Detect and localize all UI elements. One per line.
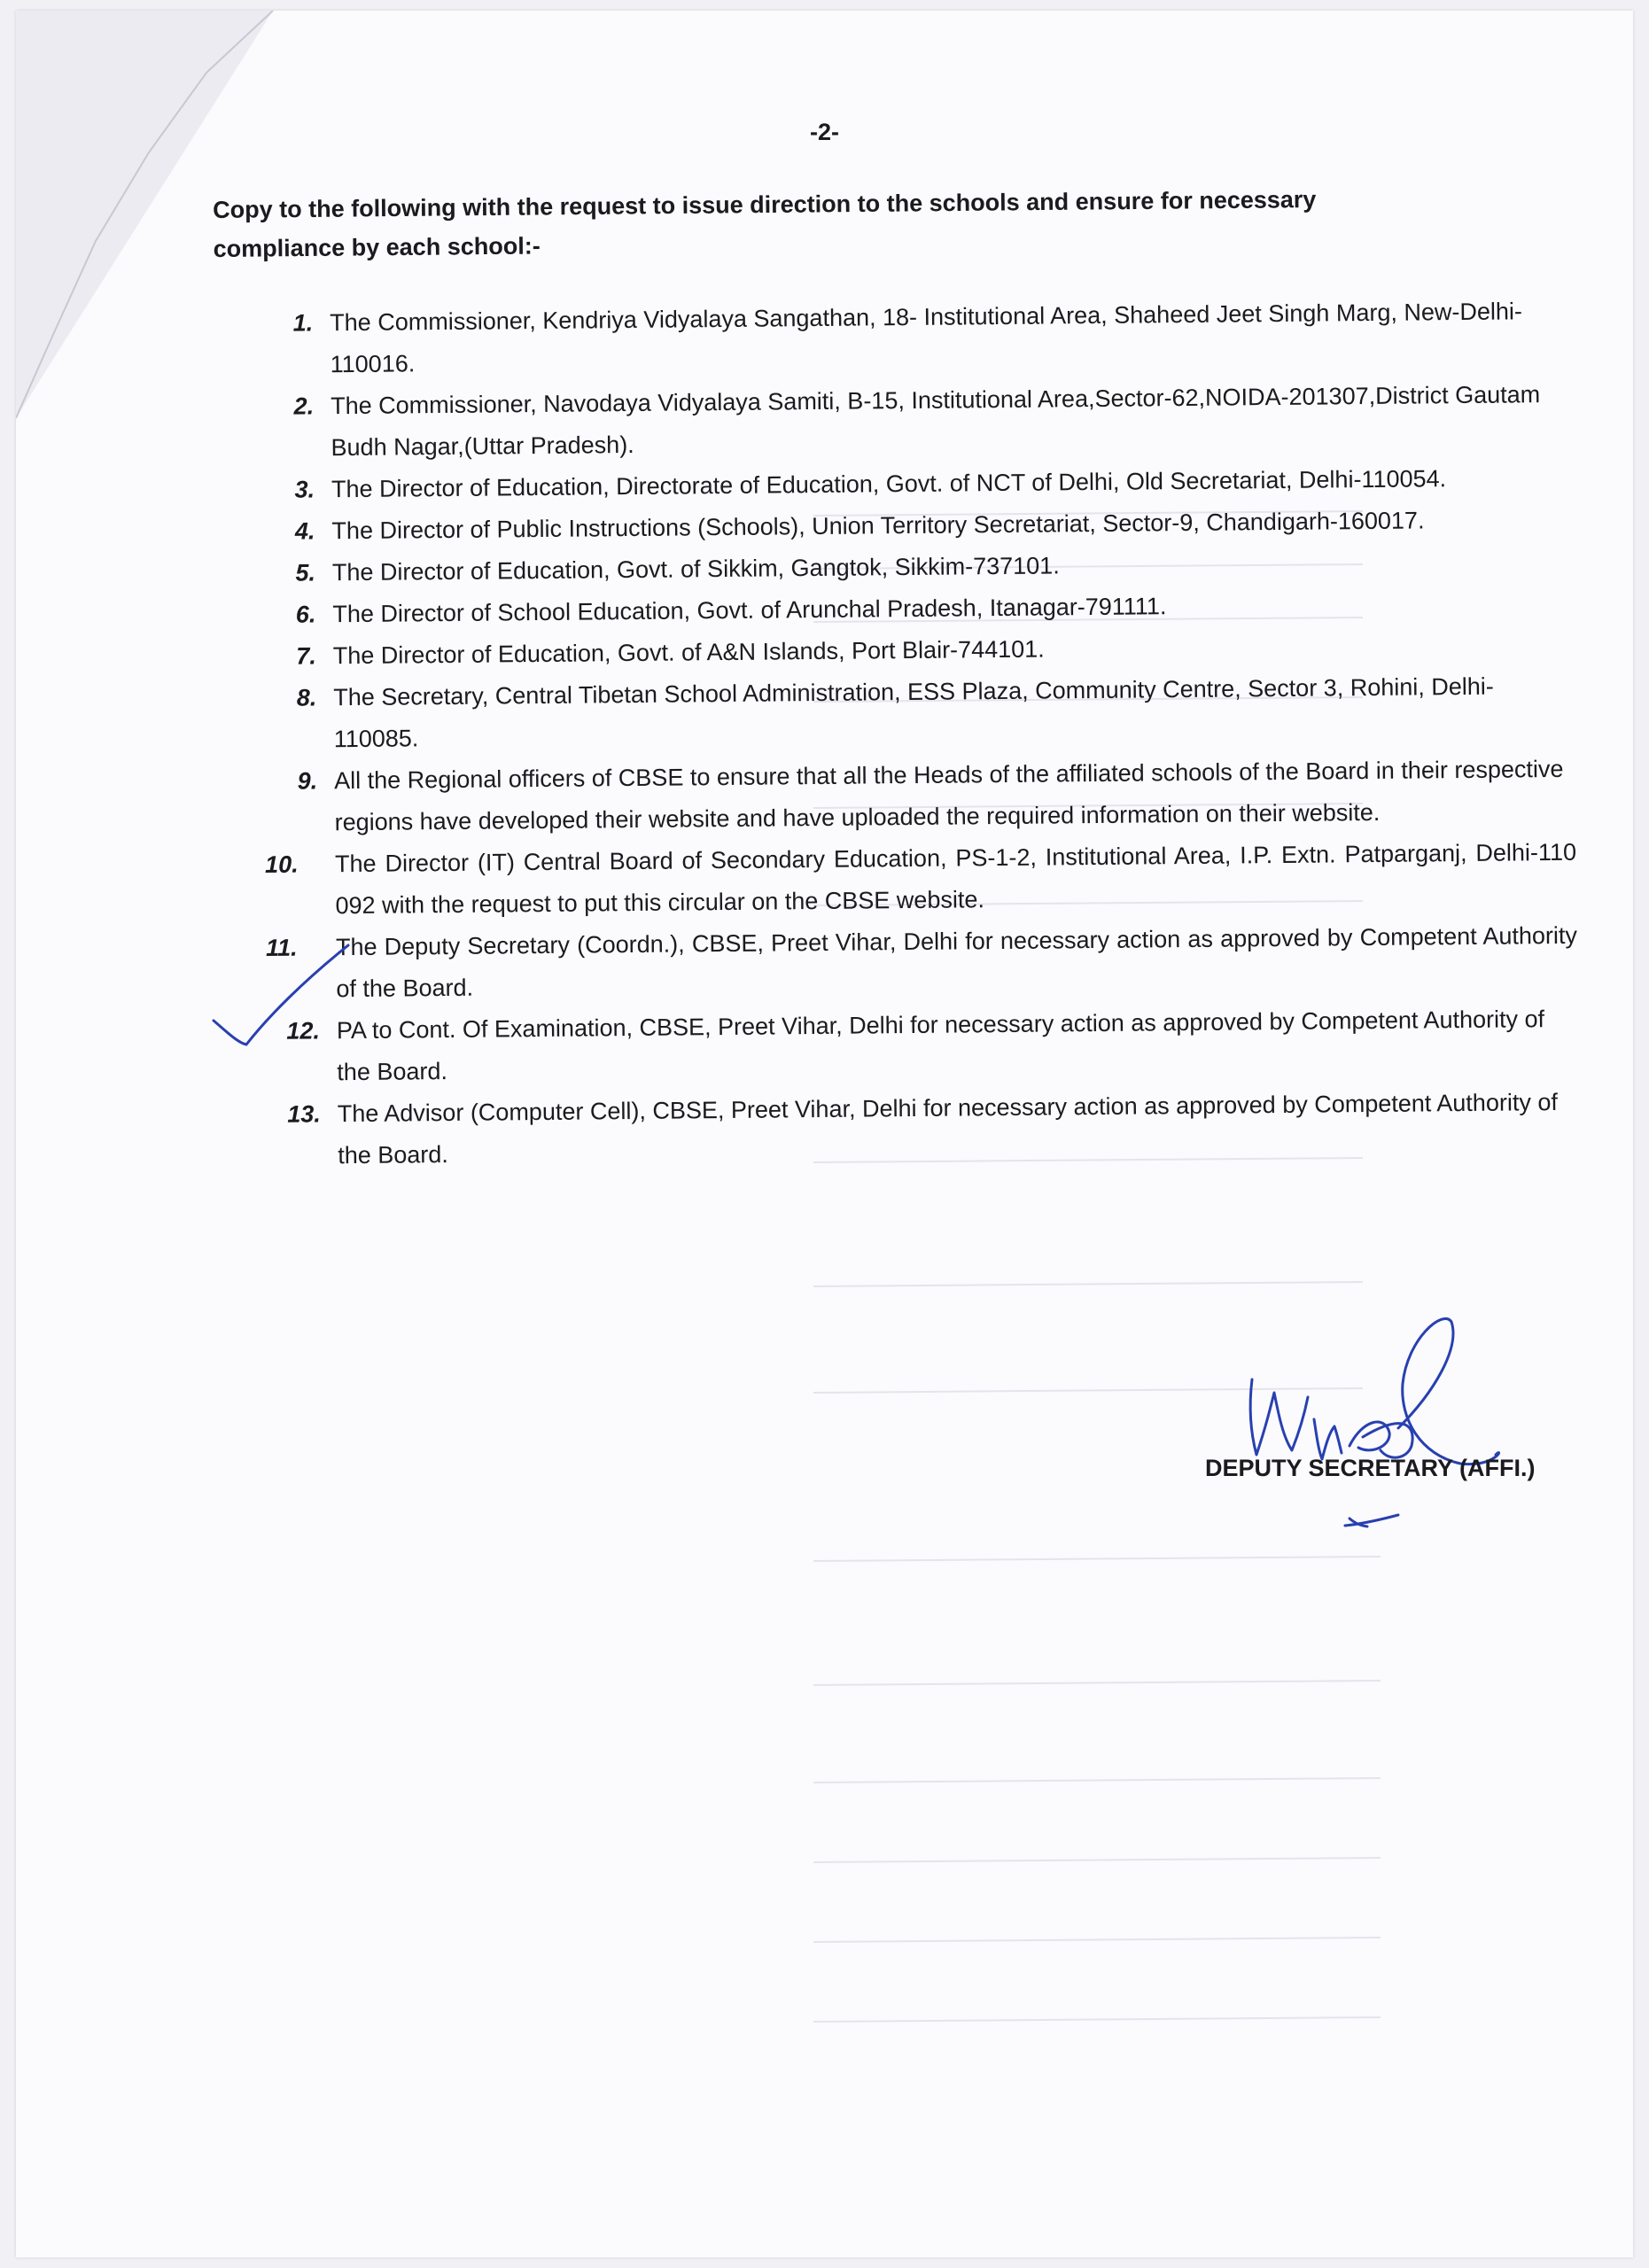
item-number: 6. — [295, 601, 316, 628]
list-item — [266, 915, 1578, 1011]
item-number: 4. — [294, 517, 315, 545]
item-text: The Director of Education, Govt. of A&N Islands, Port Blair-744101. — [332, 635, 1045, 670]
page-number: -2- — [810, 119, 839, 145]
item-text: The Commissioner, Kendriya Vidyalaya Sangathan, 18- Institutional Area, Shaheed Jeet Singh Marg, New-Delhi-110016. — [330, 298, 1523, 378]
item-text: The Advisor (Computer Cell), CBSE, Preet Vihar, Delhi for necessary action as approved by Competent Authority of the Board. — [337, 1088, 1559, 1169]
item-number: 3. — [294, 476, 315, 503]
item-text: The Director (IT) Central Board of Secondary Education, PS-1-2, Institutional Area, I.P. Extn. Patparganj, Delhi-110 092 with the request to put this circular on the CBSE website. — [334, 838, 1577, 920]
handwritten-check-mark — [206, 928, 357, 1060]
recipient-list — [260, 291, 1579, 1177]
item-number: 9. — [297, 767, 318, 795]
list-item — [263, 665, 1575, 761]
distribution-intro: Copy to the following with the request to issue direction to the schools and ensure for necessary compliance by each school:- — [213, 186, 1317, 262]
item-text: The Director of Education, Govt. of Sikkim, Gangtok, Sikkim-737101. — [331, 552, 1060, 586]
item-text: The Director of Education, Directorate of Education, Govt. of NCT of Delhi, Old Secretariat, Delhi-110054. — [331, 465, 1447, 503]
item-text: All the Regional officers of CBSE to ensure that all the Heads of the affiliated schools of the Board in their respective regions have developed their website and have uploaded the required information on their website. — [334, 755, 1564, 836]
list-item — [264, 749, 1576, 844]
item-number: 2. — [293, 392, 315, 420]
item-number: 8. — [296, 684, 317, 711]
item-number: 11. — [265, 934, 298, 961]
list-item — [261, 374, 1573, 470]
item-number: 1. — [292, 309, 314, 337]
document-page — [16, 11, 1633, 2257]
item-text: The Director of Public Instructions (Schools), Union Territory Secretariat, Sector-9, Chandigarh-160017. — [331, 507, 1425, 545]
item-text: The Deputy Secretary (Coordn.), CBSE, Preet Vihar, Delhi for necessary action as approved by Competent Authority of the Board. — [335, 921, 1578, 1003]
list-item — [267, 998, 1579, 1094]
item-text: PA to Cont. Of Examination, CBSE, Preet Vihar, Delhi for necessary action as approved by Competent Authority of the Board. — [336, 1006, 1545, 1086]
item-number: 7. — [296, 642, 316, 670]
list-item — [268, 1082, 1580, 1177]
item-text: The Commissioner, Navodaya Vidyalaya Samiti, B-15, Institutional Area,Sector-62,NOIDA-201307,District Gautam Budh Nagar,(Uttar Pradesh). — [330, 381, 1541, 462]
item-number: 10. — [264, 850, 299, 878]
item-text: The Director of School Education, Govt. of Arunchal Pradesh, Itanagar-791111. — [332, 593, 1167, 628]
list-item — [265, 832, 1577, 928]
item-number: 13. — [287, 1100, 321, 1128]
list-item — [260, 291, 1572, 386]
item-text: The Secretary, Central Tibetan School Administration, ESS Plaza, Community Centre, Sector 3, Rohini, Delhi-110085. — [333, 672, 1494, 753]
item-number: 12. — [286, 1017, 321, 1045]
handwritten-signature — [1230, 1313, 1522, 1579]
signatory-designation: DEPUTY SECRETARY (AFFI.) — [1205, 1455, 1536, 1481]
item-number: 5. — [295, 559, 316, 586]
